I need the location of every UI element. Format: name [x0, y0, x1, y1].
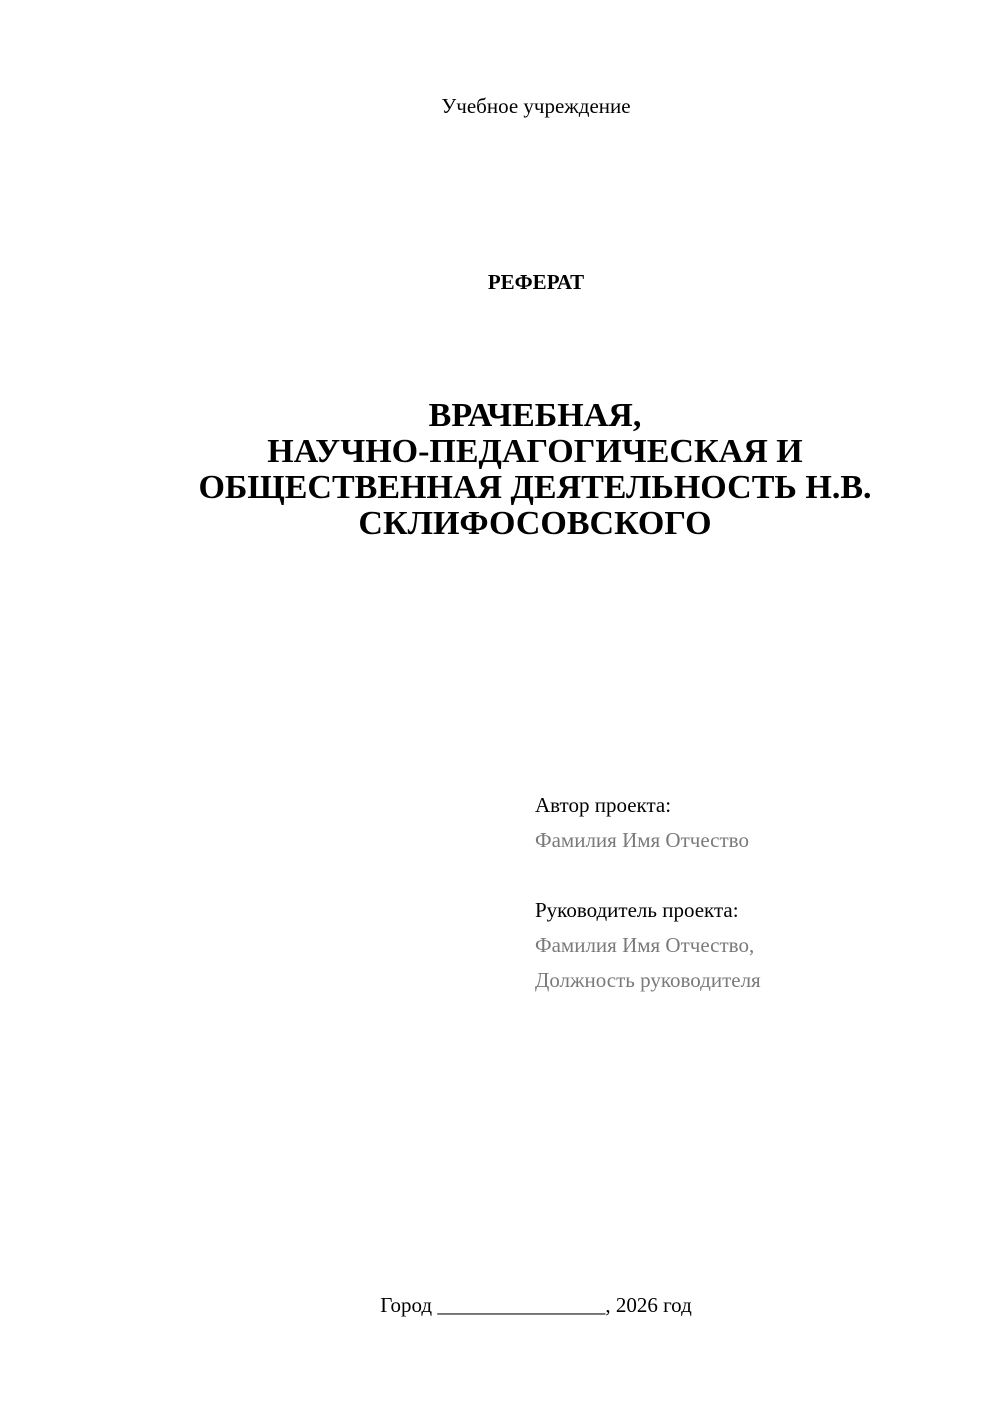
title-line: ОБЩЕСТВЕННАЯ ДЕЯТЕЛЬНОСТЬ Н.В. — [198, 469, 872, 506]
supervisor-name: Фамилия Имя Отчество, — [535, 933, 755, 957]
supervisor-label: Руководитель проекта: — [535, 898, 739, 922]
title-line: ВРАЧЕБНАЯ, — [428, 397, 642, 434]
spacer — [535, 858, 975, 893]
city-year-line: Город ________________, 2026 год — [380, 1293, 692, 1317]
supervisor-position: Должность руководителя — [535, 968, 761, 992]
document-title — [150, 398, 920, 542]
author-name: Фамилия Имя Отчество — [535, 828, 749, 852]
institution-name: Учебное учреждение — [441, 94, 631, 118]
signature-block — [535, 788, 975, 998]
document-type: РЕФЕРАТ — [487, 270, 585, 294]
title-line: НАУЧНО-ПЕДАГОГИЧЕСКАЯ И — [267, 433, 803, 470]
author-label: Автор проекта: — [535, 793, 672, 817]
title-line: СКЛИФОСОВСКОГО — [358, 505, 712, 542]
